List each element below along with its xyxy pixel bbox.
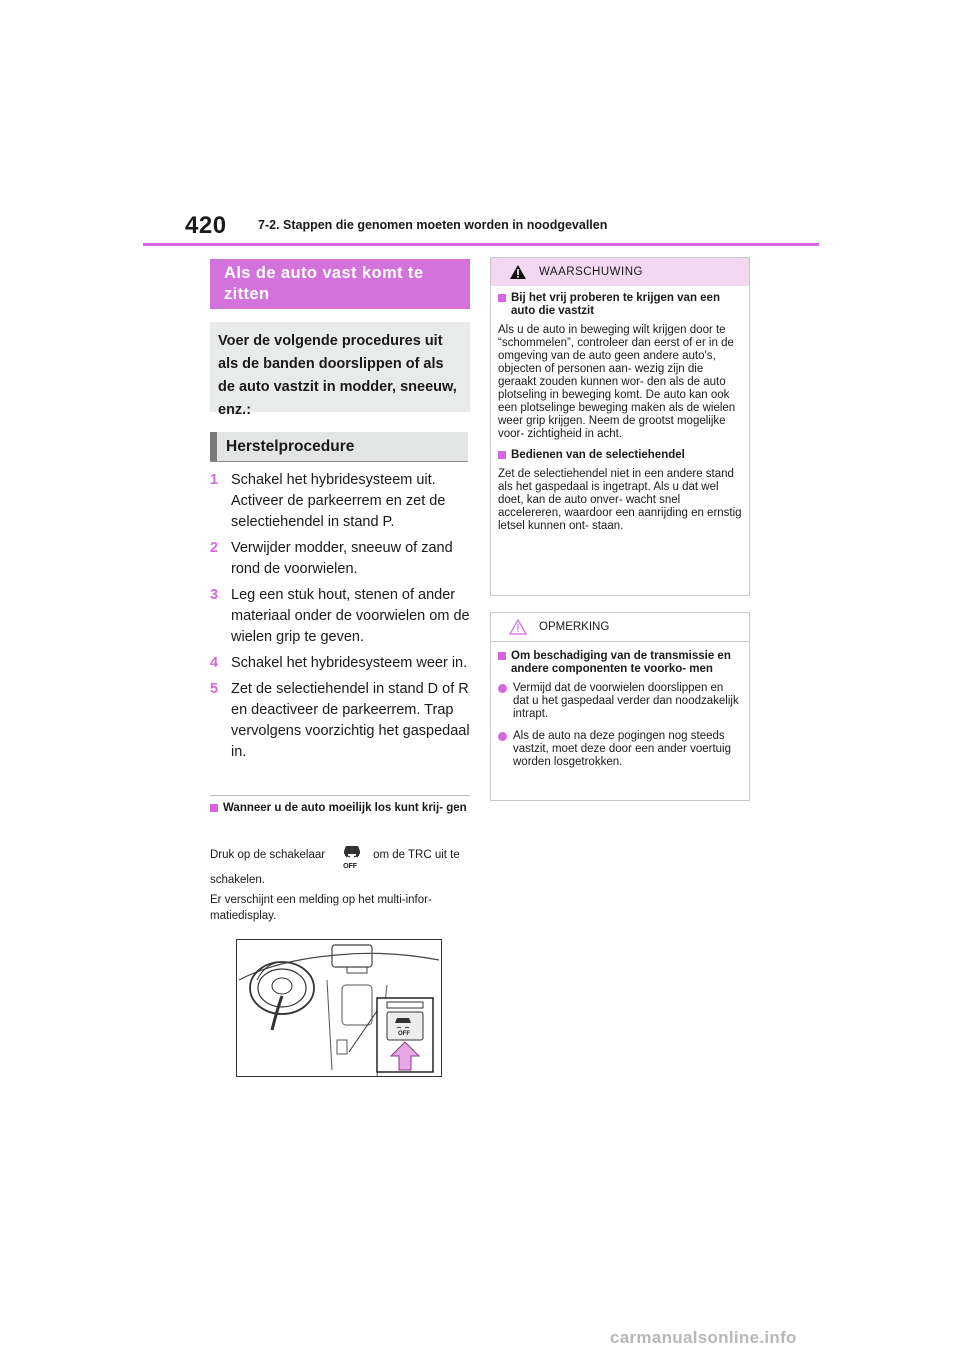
note-line-2: schakelen.	[210, 874, 265, 886]
note-line-1	[210, 842, 472, 868]
watermark: carmanualsonline.info	[610, 1328, 797, 1347]
square-bullet-icon	[498, 652, 506, 660]
procedure-rule	[210, 461, 468, 462]
round-bullet-icon	[498, 684, 507, 693]
procedure-title: Herstelprocedure	[226, 438, 355, 455]
step-number: 4	[210, 655, 219, 671]
notice-bullet-text: Als de auto na deze pogingen nog steeds vastzit, moet deze door een ander voertuig worden losgetrokken.	[513, 730, 731, 768]
topic-title: Als de auto vast komt te zitten	[224, 264, 424, 303]
square-bullet-icon	[210, 804, 218, 812]
notice-bullet	[498, 682, 742, 721]
step-item	[210, 470, 472, 533]
step-text: Schakel het hybridesysteem uit. Activeer de parkeerrem en zet de selectiehendel in stand P.	[231, 472, 446, 530]
warning-section-heading	[498, 292, 742, 318]
warning-paragraph: Zet de selectiehendel niet in een andere stand als het gaspedaal is ingetrapt. Als u dat wel doet, kan de auto onver- wacht snel accelereren, waardoor een aanrijding en ernstig letsel kunnen ont- staan.	[498, 468, 742, 532]
notice-title: OPMERKING	[539, 621, 610, 633]
round-bullet-icon	[498, 732, 507, 741]
step-item	[210, 679, 472, 763]
procedure-heading	[210, 432, 468, 461]
intro-box	[210, 322, 470, 418]
section-title: 7-2. Stappen die genomen moeten worden in noodgevallen	[258, 218, 608, 232]
trc-off-label: OFF	[343, 863, 358, 870]
square-bullet-icon	[498, 451, 506, 459]
note-heading-text: Wanneer u de auto moeilijk los kunt krij- gen	[223, 802, 467, 814]
note-rule	[210, 795, 470, 796]
step-text: Zet de selectiehendel in stand D of R en deactiveer de parkeerrem. Trap vervolgens voorzichtig het gaspedaal in.	[231, 681, 470, 760]
notice-heading-text: Om beschadiging van de transmissie en andere componenten te voorko- men	[511, 650, 731, 675]
notice-bullet-text: Vermijd dat de voorwielen doorslippen en dat u het gaspedaal verder dan noodzakelijk intrapt.	[513, 682, 739, 720]
step-text: Leg een stuk hout, stenen of ander materiaal onder de voorwielen om de wielen grip te geven.	[231, 587, 470, 645]
warning-heading-text: Bedienen van de selectiehendel	[511, 449, 685, 461]
steps-list	[210, 470, 472, 768]
step-text: Verwijder modder, sneeuw of zand rond de voorwielen.	[231, 540, 453, 577]
warning-body	[491, 286, 749, 533]
notice-box	[490, 612, 750, 801]
step-item	[210, 538, 472, 580]
note-line-3: Er verschijnt een melding op het multi-infor- matiedisplay.	[210, 894, 432, 922]
warning-triangle-icon	[509, 264, 527, 280]
step-number: 1	[210, 472, 219, 488]
page-number: 420	[185, 212, 227, 239]
trc-off-icon	[337, 842, 367, 868]
warning-section-heading	[498, 449, 742, 462]
notice-bullet	[498, 730, 742, 769]
intro-text: Voer de volgende procedures uit als de banden doorslippen of als de auto vastzit in modder, sneeuw, enz.:	[218, 333, 457, 418]
step-number: 2	[210, 540, 219, 556]
square-bullet-icon	[498, 294, 506, 302]
warning-box	[490, 257, 750, 596]
figure-off-label: OFF	[398, 1031, 410, 1037]
step-number: 5	[210, 681, 219, 697]
header-rule	[143, 243, 819, 246]
notice-header	[491, 613, 749, 642]
note-text-after: om de TRC uit te	[373, 849, 460, 861]
warning-header	[491, 258, 749, 286]
step-item	[210, 653, 472, 674]
note-heading	[210, 802, 472, 815]
step-text: Schakel het hybridesysteem weer in.	[231, 655, 468, 671]
notice-body	[491, 642, 749, 769]
warning-paragraph: Als u de auto in beweging wilt krijgen door te “schommelen”, controleer dan eerst of er in de omgeving van de auto geen andere auto's, objecten of personen aan- wezig zijn die geraakt zouden kunnen wor- den als de auto plotseling in beweging komt. De auto kan ook een plotselinge beweging maken als de wielen weer grip krijgen. Neem de grootst mogelijke voor- zichtigheid in acht.	[498, 324, 736, 440]
notice-heading	[498, 650, 742, 676]
caution-triangle-icon	[509, 619, 527, 635]
note-text-before: Druk op de schakelaar	[210, 849, 326, 861]
warning-title: WAARSCHUWING	[539, 266, 643, 278]
topic-title-box	[210, 259, 470, 309]
warning-heading-text: Bij het vrij proberen te krijgen van een auto die vastzit	[511, 292, 720, 317]
dashboard-illustration	[236, 939, 442, 1077]
step-item	[210, 585, 472, 648]
step-number: 3	[210, 587, 219, 603]
